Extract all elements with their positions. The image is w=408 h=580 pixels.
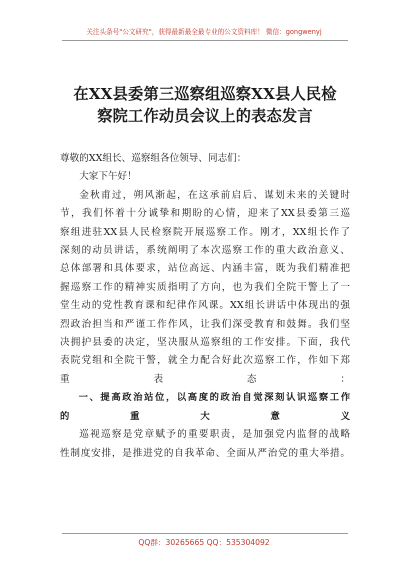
paragraph-line: 烈政治担当和严谨工作作风，让我们深受教育和鼓舞。我们坚 bbox=[60, 318, 350, 330]
document-body bbox=[60, 150, 350, 463]
heading-line: 一、提高政治站位，以高度的政治自觉深刻认识巡察工作 bbox=[78, 392, 350, 404]
salutation bbox=[60, 150, 350, 168]
paragraph-2 bbox=[60, 426, 350, 463]
paragraph-line: 性制度安排，是推进党的自我革命、全面从严治党的重大举措。 bbox=[60, 447, 350, 459]
paragraph-line: 表院党组和全院干警，就全力配合好此次巡察工作，作如下郑 bbox=[60, 355, 350, 367]
paragraph-line: 决拥护县委的决定，坚决服从巡察组的工作安排。下面，我代 bbox=[60, 337, 350, 349]
paragraph-1 bbox=[60, 187, 350, 389]
paragraph-line: 堂生动的党性教育课和纪律作风课。XX组长讲话中体现出的强 bbox=[60, 300, 350, 312]
header-note: 关注头条号"公文研究"，获得最新最全最专业的公文资料库！ 微信：gongwenyj bbox=[86, 28, 322, 36]
paragraph-line: 深刻的动员讲话，系统阐明了本次巡察工作的重大政治意义、 bbox=[60, 245, 350, 257]
paragraph-line: 察组进驻XX县人民检察院开展巡察工作。刚才，XX组长作了 bbox=[60, 226, 350, 238]
paragraph-line: 巡视巡察是党章赋予的重要职责，是加强党内监督的战略 bbox=[79, 429, 350, 441]
greeting bbox=[60, 168, 350, 186]
paragraph-line: 重表态： bbox=[60, 373, 350, 385]
greeting-text: 大家下午好！ bbox=[79, 171, 137, 183]
paragraph-line: 总体部署和具体要求，站位高远、内涵丰富，既为我们精准把 bbox=[60, 263, 350, 275]
footer-contact: QQ群：30265665 QQ：535304092 bbox=[138, 538, 270, 547]
section-heading-1 bbox=[60, 389, 350, 426]
paragraph-line: 金秋甫过，朔风渐起，在这承前启后、谋划未来的关键时 bbox=[79, 189, 350, 201]
footer-divider bbox=[62, 533, 348, 534]
document-title bbox=[50, 83, 360, 127]
paragraph-line: 节，我们怀着十分诚挚和期盼的心情，迎来了XX县委第三巡 bbox=[60, 208, 350, 220]
title-line: 在XX县委第三巡察组巡察XX县人民检 bbox=[73, 85, 337, 103]
paragraph-line: 握巡察工作的精神实质指明了方向，也为我们全院干警上了一 bbox=[60, 281, 350, 293]
salutation-text: 尊敬的XX组长、巡察组各位领导、同志们： bbox=[60, 153, 247, 164]
header-divider bbox=[62, 40, 348, 41]
title-line: 察院工作动员会议上的表态发言 bbox=[97, 107, 313, 125]
heading-line: 的重大意义 bbox=[60, 410, 350, 422]
